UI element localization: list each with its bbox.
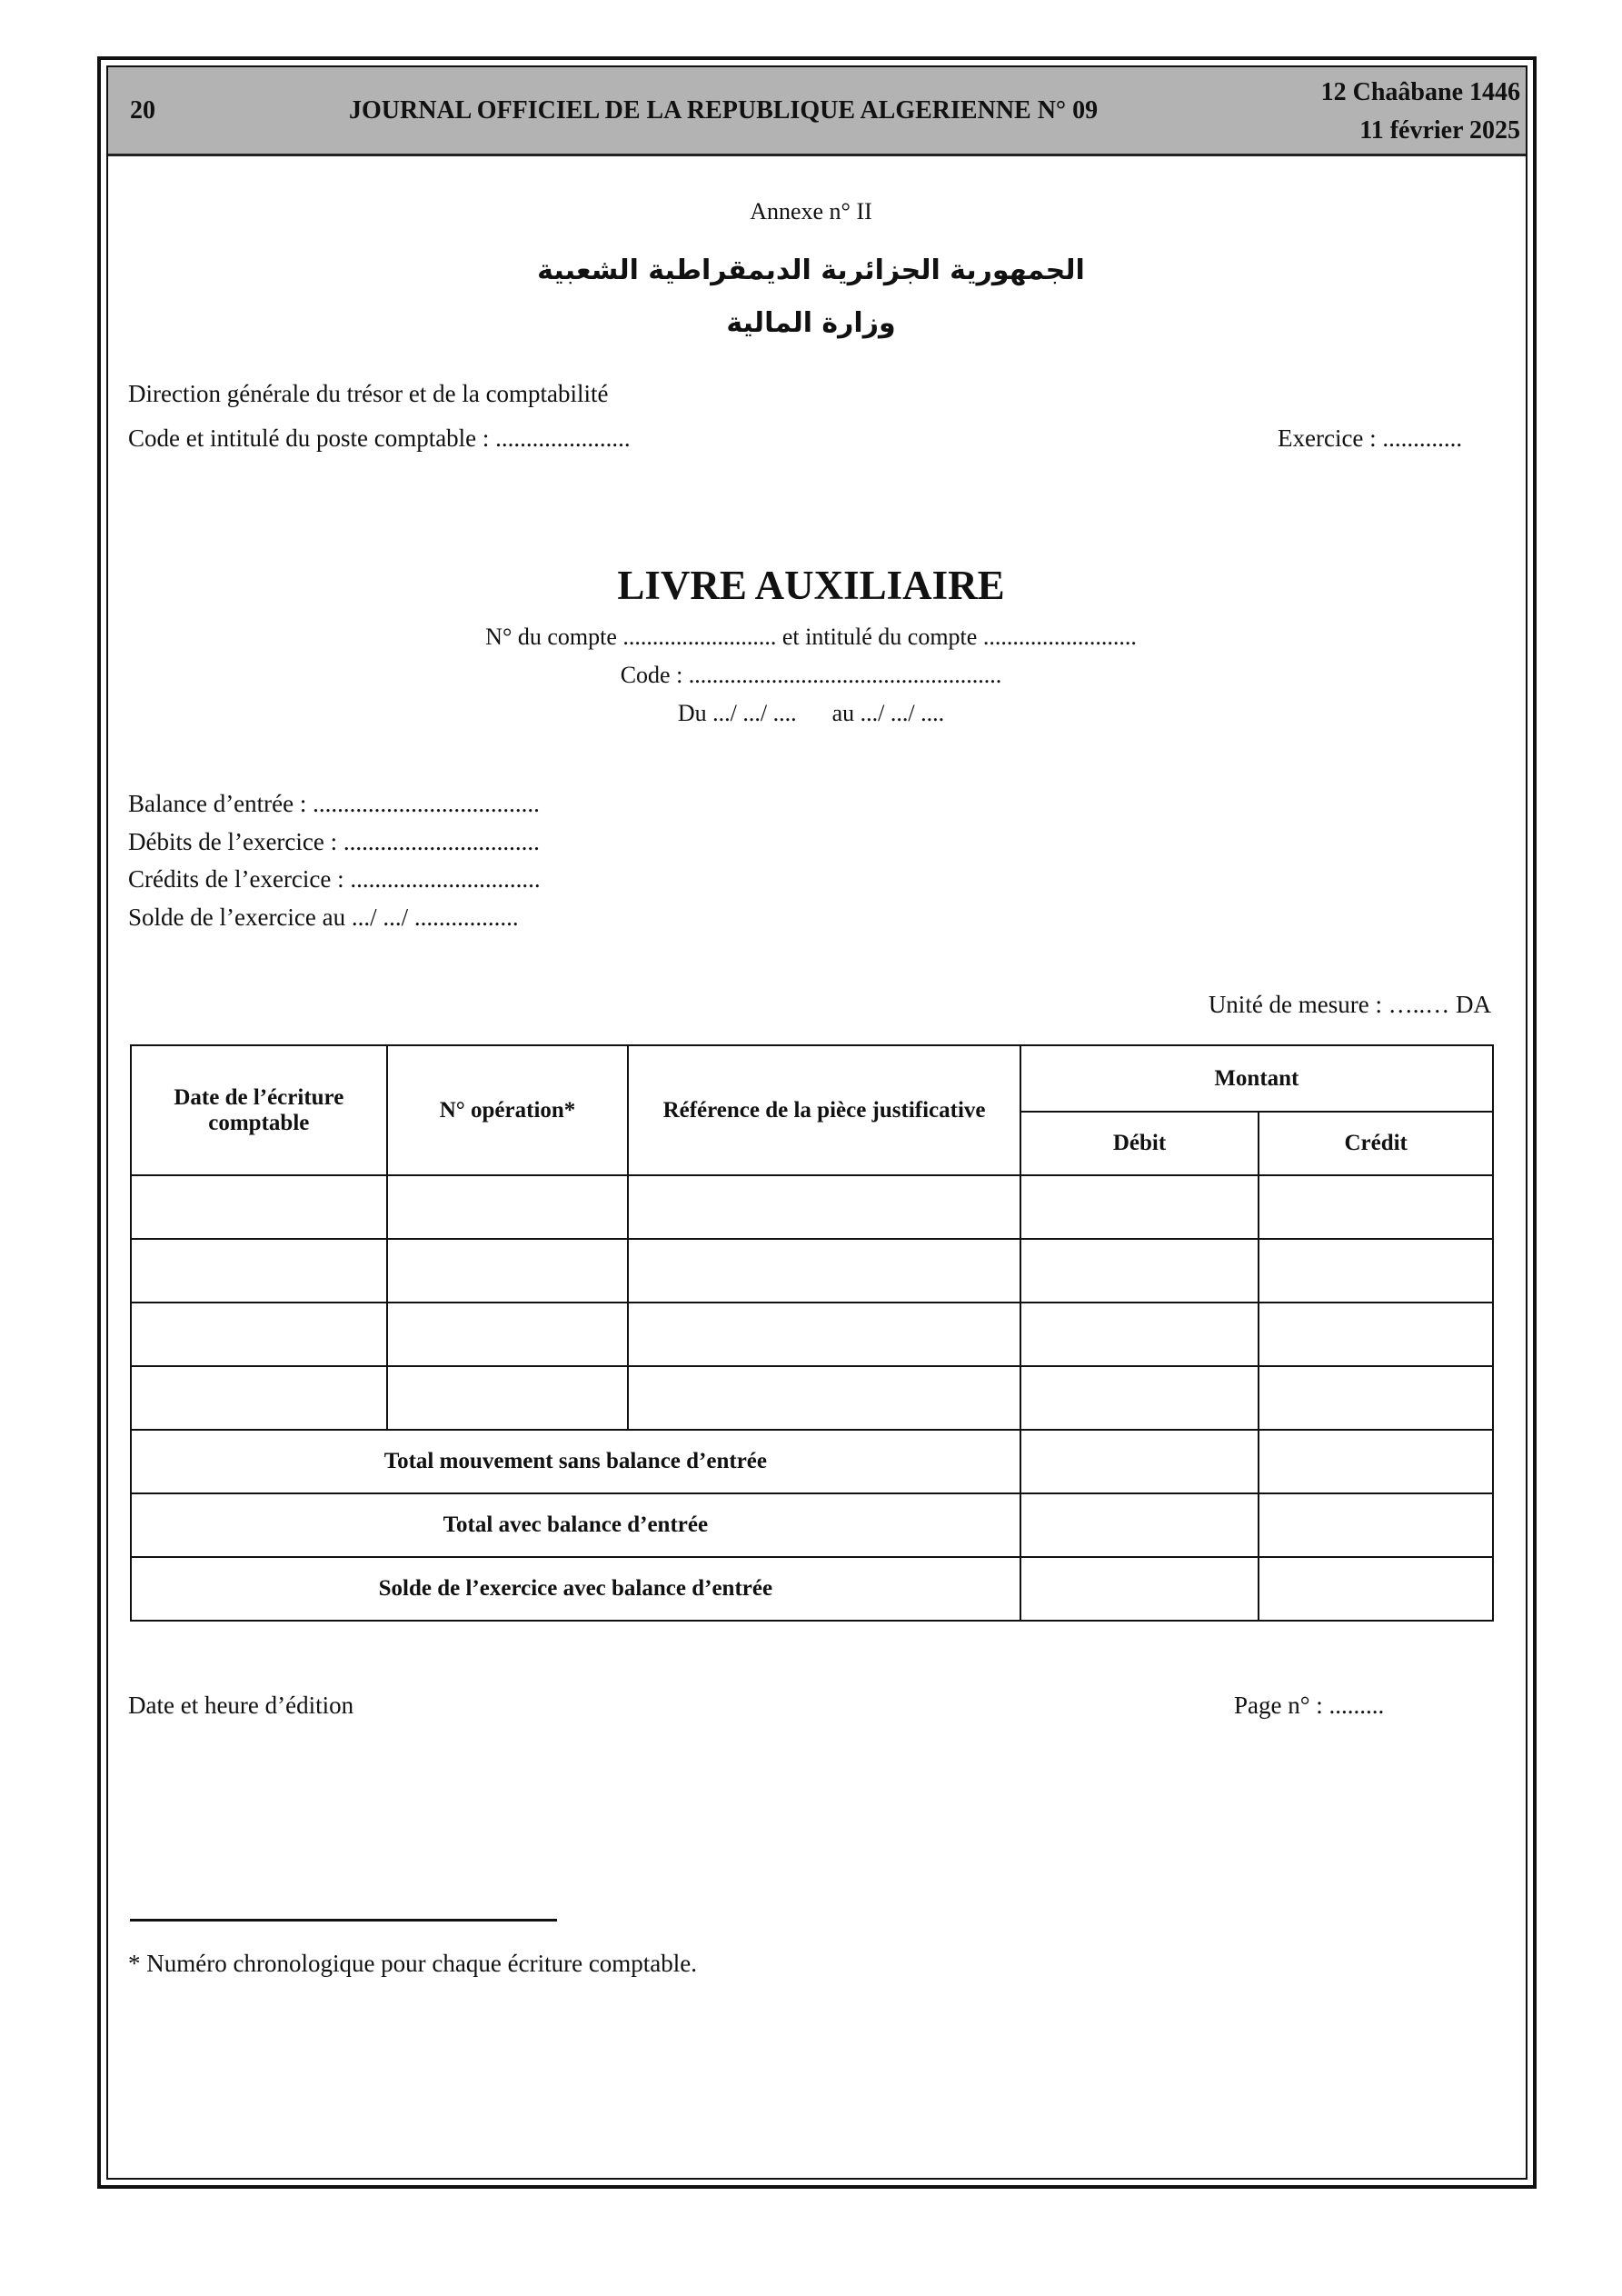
total-row: [131, 1557, 1493, 1621]
total-label: Total mouvement sans balance d’entrée: [131, 1430, 1020, 1493]
cell: [131, 1175, 387, 1239]
cell: [1020, 1557, 1259, 1621]
summary-debits: Débits de l’exercice : ................................: [128, 828, 540, 855]
footnote-divider: [130, 1919, 557, 1922]
table-row: [131, 1175, 1493, 1239]
cell: [628, 1303, 1020, 1366]
page-field: Page n° : .........: [1234, 1692, 1385, 1719]
summary-balance: Balance d’entrée : .....................................: [128, 790, 540, 817]
header-reference: Référence de la pièce justificative: [628, 1045, 1020, 1175]
cell: [387, 1239, 629, 1303]
hijri-date: 12 Chaâbane 1446: [1320, 78, 1520, 106]
cell: [1259, 1303, 1493, 1366]
account-line: N° du compte .......................... et intitulé du compte ..........................: [485, 624, 1137, 650]
ledger-table: [130, 1044, 1494, 1622]
direction: Direction générale du trésor et de la comptabilité: [128, 380, 609, 407]
cell: [1259, 1175, 1493, 1239]
cell: [131, 1303, 387, 1366]
table-row: [131, 1239, 1493, 1303]
total-label: Solde de l’exercice avec balance d’entrée: [131, 1557, 1020, 1621]
cell: [1020, 1366, 1259, 1430]
gregorian-date: 11 février 2025: [1359, 116, 1520, 145]
total-row: [131, 1430, 1493, 1493]
journal-header: [108, 67, 1526, 156]
exercice: Exercice : .............: [1278, 424, 1463, 452]
header-operation: N° opération*: [387, 1045, 629, 1175]
total-row: [131, 1493, 1493, 1557]
cell: [628, 1175, 1020, 1239]
header-credit: Crédit: [1259, 1112, 1493, 1175]
cell: [131, 1239, 387, 1303]
cell: [628, 1239, 1020, 1303]
cell: [1259, 1366, 1493, 1430]
table-row: [131, 1366, 1493, 1430]
cell: [1020, 1175, 1259, 1239]
cell: [1259, 1557, 1493, 1621]
arabic-ministry: وزارة المالية: [726, 307, 896, 339]
header-date: Date de l’écriture comptable: [131, 1045, 387, 1175]
cell: [387, 1366, 629, 1430]
cell: [1020, 1430, 1259, 1493]
code-line: Code : .....................................................: [620, 662, 1002, 688]
header-montant: Montant: [1020, 1045, 1493, 1112]
unit-of-measure: Unité de mesure : …..… DA: [1208, 991, 1491, 1018]
cell: [628, 1366, 1020, 1430]
journal-title: JOURNAL OFFICIEL DE LA REPUBLIQUE ALGERIENNE N° 09: [349, 96, 1099, 125]
summary-solde: Solde de l’exercice au .../ .../ .................: [128, 903, 519, 931]
cell: [1020, 1493, 1259, 1557]
cell: [131, 1366, 387, 1430]
cell: [387, 1303, 629, 1366]
cell: [1259, 1239, 1493, 1303]
document-title: LIVRE AUXILIAIRE: [617, 563, 1005, 608]
total-label: Total avec balance d’entrée: [131, 1493, 1020, 1557]
arabic-republic: الجمهورية الجزائرية الديمقراطية الشعبية: [537, 255, 1085, 286]
cell: [1259, 1493, 1493, 1557]
cell: [1259, 1430, 1493, 1493]
table-row: [131, 1303, 1493, 1366]
edition-date: Date et heure d’édition: [128, 1692, 354, 1719]
cell: [387, 1175, 629, 1239]
footnote: * Numéro chronologique pour chaque écriture comptable.: [128, 1950, 698, 1977]
poste-comptable: Code et intitulé du poste comptable : ......................: [128, 424, 631, 452]
period-line: Du .../ .../ .... au .../ .../ ....: [677, 700, 945, 726]
annex-label: Annexe n° II: [750, 198, 872, 225]
cell: [1020, 1239, 1259, 1303]
page-number: 20: [130, 96, 155, 125]
cell: [1020, 1303, 1259, 1366]
header-debit: Débit: [1020, 1112, 1259, 1175]
summary-credits: Crédits de l’exercice : ...............................: [128, 865, 541, 893]
